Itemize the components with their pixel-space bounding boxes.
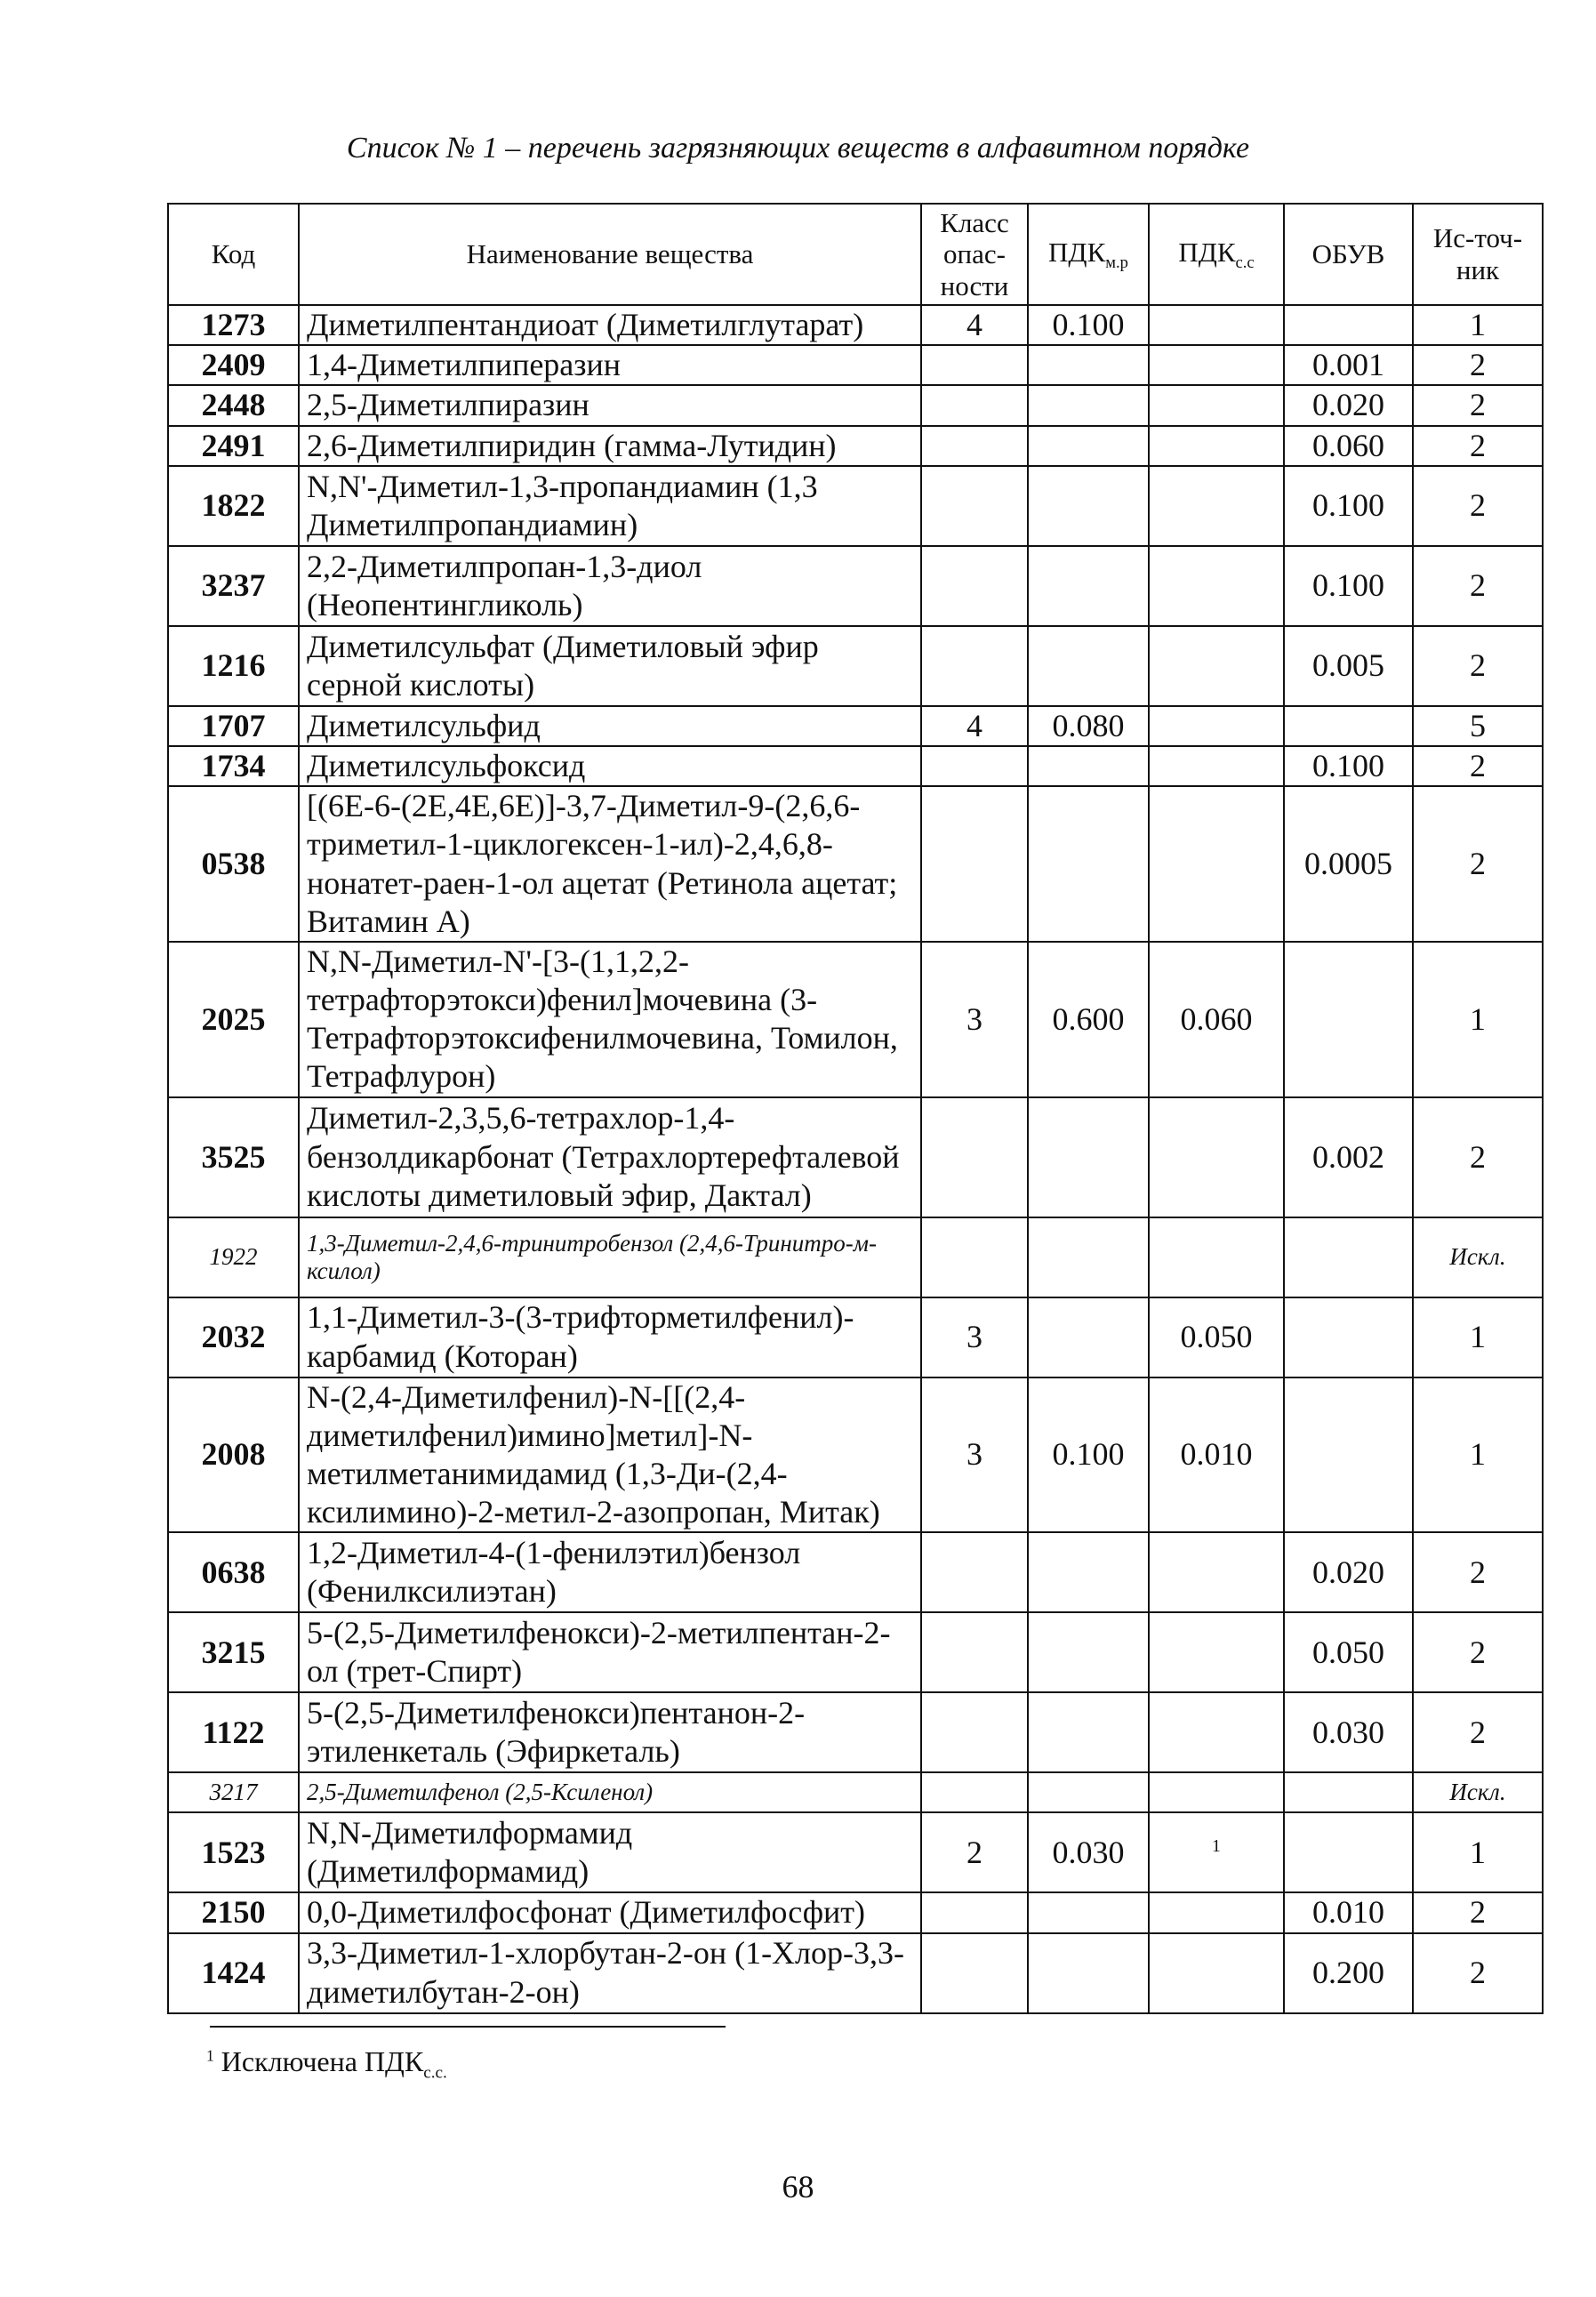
page-title: Список № 1 – перечень загрязняющих веществ в алфавитном порядке [346, 132, 1250, 165]
cell-pdk-ss [1149, 786, 1284, 942]
cell-source: Искл. [1413, 1772, 1543, 1812]
cell-obuv: 0.030 [1284, 1692, 1413, 1772]
cell-source: 5 [1413, 706, 1543, 746]
cell-code: 1822 [168, 466, 299, 546]
cell-obuv: 0.010 [1284, 1892, 1413, 1932]
cell-code: 2025 [168, 942, 299, 1097]
cell-hazard-class: 3 [921, 1377, 1028, 1533]
cell-obuv [1284, 1812, 1413, 1892]
cell-obuv: 0.0005 [1284, 786, 1413, 942]
cell-hazard-class: 3 [921, 942, 1028, 1097]
cell-name: 5-(2,5-Диметилфенокси)-2-метилпентан-2-ол (трет-Спирт) [299, 1612, 921, 1692]
header-source: Ис-точ-ник [1413, 204, 1543, 305]
cell-obuv [1284, 942, 1413, 1097]
cell-obuv: 0.001 [1284, 345, 1413, 385]
cell-name: 2,5-Диметилфенол (2,5-Ксиленол) [299, 1772, 921, 1812]
cell-pdk-mr [1028, 1933, 1149, 2013]
cell-source: 2 [1413, 626, 1543, 706]
cell-source: 2 [1413, 385, 1543, 425]
table-row [168, 626, 1543, 706]
table-row [168, 546, 1543, 626]
cell-hazard-class: 2 [921, 1812, 1028, 1892]
cell-pdk-ss [1149, 706, 1284, 746]
cell-pdk-mr [1028, 626, 1149, 706]
header-pdk-ss [1149, 204, 1284, 305]
cell-obuv: 0.100 [1284, 466, 1413, 546]
cell-name: 2,2-Диметилпропан-1,3-диол (Неопентингликоль) [299, 546, 921, 626]
cell-pdk-mr [1028, 1532, 1149, 1612]
footnote-ref-marker: 1 [1212, 1835, 1221, 1856]
cell-name: Диметилсульфоксид [299, 746, 921, 786]
cell-name: 2,5-Диметилпиразин [299, 385, 921, 425]
footnote-marker: 1 [206, 2046, 214, 2065]
cell-code: 0638 [168, 1532, 299, 1612]
cell-hazard-class [921, 1772, 1028, 1812]
cell-pdk-ss [1149, 345, 1284, 385]
table-row [168, 1532, 1543, 1612]
cell-pdk-mr: 0.100 [1028, 305, 1149, 345]
footnote-divider [210, 2026, 726, 2028]
cell-hazard-class [921, 1612, 1028, 1692]
cell-pdk-ss: 0.010 [1149, 1377, 1284, 1533]
header-obuv: ОБУВ [1284, 204, 1413, 305]
cell-pdk-ss [1149, 546, 1284, 626]
cell-pdk-mr [1028, 786, 1149, 942]
cell-pdk-mr [1028, 1772, 1149, 1812]
cell-code: 3215 [168, 1612, 299, 1692]
cell-code: 2008 [168, 1377, 299, 1533]
cell-pdk-ss [1149, 426, 1284, 466]
cell-name: 2,6-Диметилпиридин (гамма-Лутидин) [299, 426, 921, 466]
cell-pdk-ss [1149, 626, 1284, 706]
header-pdk-ss-label: ПДК [1178, 236, 1236, 268]
cell-pdk-ss [1149, 385, 1284, 425]
cell-code: 2491 [168, 426, 299, 466]
cell-source: 2 [1413, 1532, 1543, 1612]
cell-pdk-mr: 0.030 [1028, 1812, 1149, 1892]
cell-name: 1,3-Диметил-2,4,6-тринитробензол (2,4,6-Тринитро-м-ксилол) [299, 1217, 921, 1297]
cell-obuv [1284, 1217, 1413, 1297]
cell-source: 1 [1413, 1297, 1543, 1377]
cell-source: 2 [1413, 466, 1543, 546]
cell-pdk-mr [1028, 1097, 1149, 1217]
cell-source: 2 [1413, 546, 1543, 626]
table-row [168, 466, 1543, 546]
cell-source: 2 [1413, 1933, 1543, 2013]
cell-code: 1707 [168, 706, 299, 746]
cell-name: 5-(2,5-Диметилфенокси)пентанон-2-этиленкеталь (Эфиркеталь) [299, 1692, 921, 1772]
cell-obuv [1284, 706, 1413, 746]
cell-pdk-mr [1028, 546, 1149, 626]
table-row [168, 1812, 1543, 1892]
cell-pdk-ss [1149, 1933, 1284, 2013]
cell-hazard-class [921, 345, 1028, 385]
table-row [168, 1772, 1543, 1812]
cell-code: 2409 [168, 345, 299, 385]
cell-hazard-class [921, 1217, 1028, 1297]
cell-obuv: 0.020 [1284, 385, 1413, 425]
cell-hazard-class [921, 1097, 1028, 1217]
cell-pdk-mr [1028, 1892, 1149, 1932]
cell-source: 1 [1413, 1812, 1543, 1892]
cell-obuv: 0.005 [1284, 626, 1413, 706]
table-row [168, 345, 1543, 385]
header-code: Код [168, 204, 299, 305]
cell-hazard-class [921, 1532, 1028, 1612]
table-row [168, 942, 1543, 1097]
cell-code: 2448 [168, 385, 299, 425]
cell-source: 2 [1413, 746, 1543, 786]
cell-name: Диметил-2,3,5,6-тетрахлор-1,4-бензолдикарбонат (Тетрахлортерефталевой кислоты диметиловый эфир, Дактал) [299, 1097, 921, 1217]
cell-code: 1523 [168, 1812, 299, 1892]
cell-pdk-ss [1149, 1097, 1284, 1217]
cell-obuv: 0.200 [1284, 1933, 1413, 2013]
cell-pdk-ss [1149, 1892, 1284, 1932]
cell-code: 2032 [168, 1297, 299, 1377]
table-row [168, 1692, 1543, 1772]
cell-source: 2 [1413, 345, 1543, 385]
cell-obuv: 0.060 [1284, 426, 1413, 466]
cell-obuv: 0.020 [1284, 1532, 1413, 1612]
table-header-row [168, 204, 1543, 305]
cell-code: 1216 [168, 626, 299, 706]
cell-name: [(6E-6-(2E,4E,6E)]-3,7-Диметил-9-(2,6,6-триметил-1-циклогексен-1-ил)-2,4,6,8-нонатет-раен-1-ол ацетат (Ретинола ацетат; Витамин А) [299, 786, 921, 942]
cell-hazard-class [921, 385, 1028, 425]
cell-code: 1424 [168, 1933, 299, 2013]
cell-pdk-ss [1149, 746, 1284, 786]
cell-pdk-mr [1028, 426, 1149, 466]
cell-name: 3,3-Диметил-1-хлорбутан-2-он (1-Хлор-3,3-диметилбутан-2-он) [299, 1933, 921, 2013]
cell-obuv [1284, 1377, 1413, 1533]
table-row [168, 1892, 1543, 1932]
cell-pdk-ss [1149, 1217, 1284, 1297]
cell-source: 2 [1413, 1892, 1543, 1932]
cell-pdk-ss [1149, 1812, 1284, 1892]
cell-name: N,N-Диметил-N'-[3-(1,1,2,2-тетрафторэтокси)фенил]мочевина (3-Тетрафторэтоксифенилмочевина, Томилон, Тетрафлурон) [299, 942, 921, 1097]
table-row [168, 1933, 1543, 2013]
table-body [168, 305, 1543, 2013]
cell-source: 2 [1413, 1097, 1543, 1217]
cell-name: 1,1-Диметил-3-(3-трифторметилфенил)-карбамид (Которан) [299, 1297, 921, 1377]
cell-name: Диметилсульфид [299, 706, 921, 746]
cell-obuv [1284, 1772, 1413, 1812]
cell-obuv: 0.100 [1284, 746, 1413, 786]
cell-hazard-class [921, 546, 1028, 626]
cell-name: Диметилсульфат (Диметиловый эфир серной кислоты) [299, 626, 921, 706]
cell-pdk-mr [1028, 1217, 1149, 1297]
cell-source: Искл. [1413, 1217, 1543, 1297]
cell-source: 2 [1413, 1612, 1543, 1692]
cell-source: 1 [1413, 942, 1543, 1097]
cell-source: 2 [1413, 1692, 1543, 1772]
cell-name: N,N-Диметилформамид (Диметилформамид) [299, 1812, 921, 1892]
cell-hazard-class: 3 [921, 1297, 1028, 1377]
header-name: Наименование вещества [299, 204, 921, 305]
cell-hazard-class [921, 746, 1028, 786]
cell-code: 1734 [168, 746, 299, 786]
cell-pdk-ss [1149, 1612, 1284, 1692]
cell-source: 2 [1413, 786, 1543, 942]
substances-table [167, 203, 1544, 2014]
cell-obuv [1284, 1297, 1413, 1377]
cell-hazard-class [921, 1692, 1028, 1772]
cell-code: 1273 [168, 305, 299, 345]
header-hazard-class: Класс опас-ности [921, 204, 1028, 305]
cell-pdk-mr: 0.100 [1028, 1377, 1149, 1533]
cell-code: 2150 [168, 1892, 299, 1932]
table-row [168, 1297, 1543, 1377]
table-row [168, 746, 1543, 786]
cell-pdk-ss [1149, 466, 1284, 546]
cell-hazard-class [921, 1892, 1028, 1932]
table-row [168, 385, 1543, 425]
cell-obuv: 0.100 [1284, 546, 1413, 626]
cell-code: 3525 [168, 1097, 299, 1217]
cell-name: 1,4-Диметилпиперазин [299, 345, 921, 385]
table-row [168, 1377, 1543, 1533]
table-row [168, 1612, 1543, 1692]
cell-hazard-class: 4 [921, 305, 1028, 345]
table-row [168, 786, 1543, 942]
cell-pdk-mr [1028, 466, 1149, 546]
cell-hazard-class [921, 426, 1028, 466]
cell-obuv: 0.050 [1284, 1612, 1413, 1692]
cell-code: 1922 [168, 1217, 299, 1297]
table-row [168, 305, 1543, 345]
cell-pdk-mr [1028, 1612, 1149, 1692]
footnote [206, 2045, 447, 2083]
cell-hazard-class [921, 786, 1028, 942]
cell-pdk-mr [1028, 385, 1149, 425]
cell-obuv: 0.002 [1284, 1097, 1413, 1217]
table-row [168, 706, 1543, 746]
cell-hazard-class [921, 626, 1028, 706]
cell-code: 1122 [168, 1692, 299, 1772]
cell-name: 0,0-Диметилфосфонат (Диметилфосфит) [299, 1892, 921, 1932]
cell-pdk-mr: 0.080 [1028, 706, 1149, 746]
cell-code: 3237 [168, 546, 299, 626]
cell-name: Диметилпентандиоат (Диметилглутарат) [299, 305, 921, 345]
cell-pdk-ss: 0.060 [1149, 942, 1284, 1097]
header-pdk-ss-sub: с.с [1235, 253, 1255, 272]
cell-pdk-ss [1149, 305, 1284, 345]
header-pdk-mr-label: ПДК [1048, 236, 1106, 268]
cell-pdk-mr: 0.600 [1028, 942, 1149, 1097]
cell-pdk-mr [1028, 1692, 1149, 1772]
table-row [168, 426, 1543, 466]
table-row [168, 1097, 1543, 1217]
table-row [168, 1217, 1543, 1297]
cell-source: 2 [1413, 426, 1543, 466]
cell-source: 1 [1413, 1377, 1543, 1533]
footnote-text: Исключена ПДК [221, 2045, 424, 2077]
cell-pdk-ss [1149, 1532, 1284, 1612]
cell-hazard-class [921, 466, 1028, 546]
cell-hazard-class [921, 1933, 1028, 2013]
header-pdk-mr [1028, 204, 1149, 305]
cell-pdk-ss: 0.050 [1149, 1297, 1284, 1377]
cell-code: 0538 [168, 786, 299, 942]
cell-name: 1,2-Диметил-4-(1-фенилэтил)бензол (Фенилксилиэтан) [299, 1532, 921, 1612]
cell-pdk-mr [1028, 345, 1149, 385]
cell-code: 3217 [168, 1772, 299, 1812]
cell-pdk-mr [1028, 746, 1149, 786]
cell-name: N-(2,4-Диметилфенил)-N-[[(2,4-диметилфенил)имино]метил]-N-метилметанимидамид (1,3-Ди-(2,4-ксилимино)-2-метил-2-азопропан, Митак) [299, 1377, 921, 1533]
cell-pdk-ss [1149, 1692, 1284, 1772]
cell-source: 1 [1413, 305, 1543, 345]
cell-pdk-mr [1028, 1297, 1149, 1377]
footnote-sub: с.с. [423, 2063, 447, 2083]
cell-hazard-class: 4 [921, 706, 1028, 746]
cell-pdk-ss [1149, 1772, 1284, 1812]
page-number: 68 [782, 2169, 814, 2205]
cell-name: N,N'-Диметил-1,3-пропандиамин (1,3 Диметилпропандиамин) [299, 466, 921, 546]
header-pdk-mr-sub: м.р [1105, 253, 1128, 272]
cell-obuv [1284, 305, 1413, 345]
